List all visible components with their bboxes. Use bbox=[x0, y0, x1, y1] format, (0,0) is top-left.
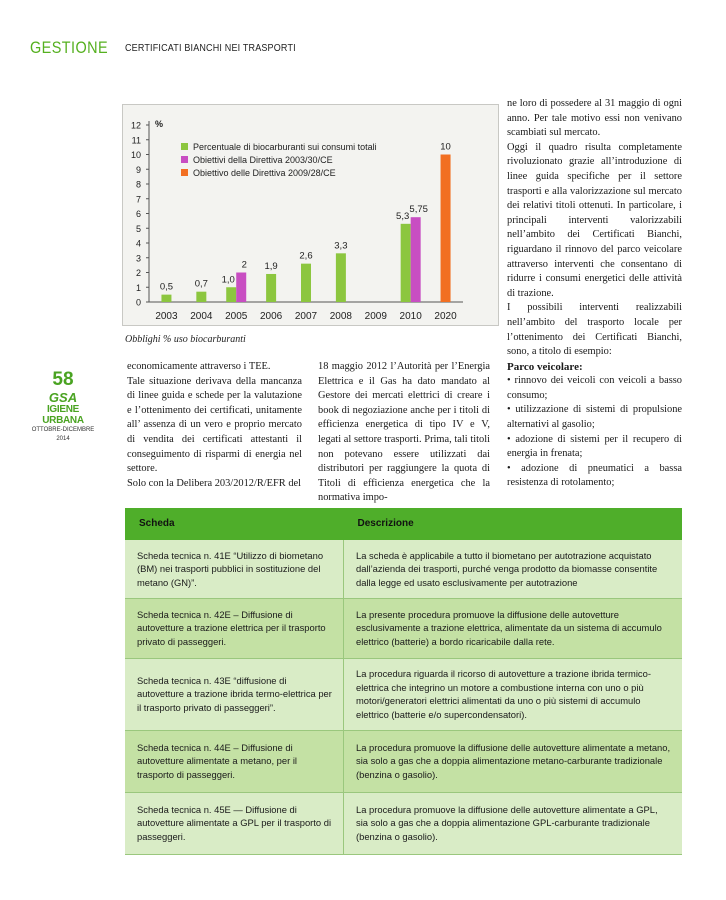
table-row bbox=[125, 792, 682, 854]
paragraph: Solo con la Delibera 203/2012/R/EFR del bbox=[127, 477, 302, 489]
schede-table bbox=[125, 508, 682, 855]
paragraph: Tale situazione derivava della mancanza di linee guida e schede per la valutazione e l’ottenimento dei certificati, unitamente all’ assenza di un vero e proprio mercato di vendita dei certificati attestanti il conseguimento di risparmi di energia nel settore. bbox=[127, 375, 302, 475]
bar-value-label: 10 bbox=[440, 141, 451, 153]
bar bbox=[236, 273, 246, 303]
article-running-title: CERTIFICATI BIANCHI NEI TRASPORTI bbox=[125, 43, 296, 54]
y-tick-label: 12 bbox=[130, 120, 141, 131]
section-title: GESTIONE bbox=[30, 38, 109, 57]
legend-swatch bbox=[181, 143, 188, 150]
list-item: • adozione di pneumatici a bassa resistenza di rotolamento; bbox=[507, 462, 682, 489]
issue-date: OTTOBRE-DICEMBRE 2014 bbox=[31, 427, 95, 442]
x-tick-label: 2008 bbox=[329, 311, 353, 322]
paragraph: ne loro di possedere al 31 maggio di ogni anno. Per tale motivo essi non venivano scambiati sul mercato. bbox=[507, 98, 682, 139]
x-tick-label: 2007 bbox=[294, 311, 318, 322]
table-cell-scheda: Scheda tecnica n. 43E “diffusione di autovetture a trazione ibrida termo-elettrica per il trasporto privato di passeggeri”. bbox=[125, 658, 344, 730]
x-tick-label: 2009 bbox=[364, 311, 387, 322]
bar-value-label: 5,3 bbox=[396, 210, 410, 222]
bar-value-label: 5,75 bbox=[409, 204, 428, 216]
paragraph: Oggi il quadro risulta completamente rivoluzionato grazie all’introduzione di linee guida specifiche per il settore trasporti e alla valorizzazione sul mercato dei relativi titoli ottenuti. In particolare, i principali interventi valorizzabili nell’ambito dei Certificati Bianchi, riguardano il rinnovo del parco veicolare attraverso interventi che consentano di ridurre i consumi energetici delle attività di trazione. bbox=[507, 141, 682, 299]
table-row bbox=[125, 540, 682, 598]
bar bbox=[301, 264, 311, 302]
text-column-3 bbox=[507, 97, 682, 491]
bar-value-label: 1,9 bbox=[264, 260, 278, 272]
y-tick-label: 4 bbox=[135, 238, 141, 249]
chart-caption: Obblighi % uso biocarburanti bbox=[125, 334, 246, 345]
y-tick-label: 0 bbox=[135, 297, 141, 308]
y-tick-label: 9 bbox=[135, 164, 141, 175]
bar bbox=[401, 224, 411, 302]
paragraph: economicamente attraverso i TEE. bbox=[127, 361, 271, 372]
list-item: • utilizzazione di sistemi di propulsione alternativi al gasolio; bbox=[507, 404, 682, 431]
y-tick-label: 8 bbox=[135, 179, 141, 190]
table-cell-descrizione: La procedura riguarda il ricorso di autovetture a trazione ibrida termico-elettrica che integrino un motore a combustione interna con uno o più motori/generatori elettrici alimentati da uno o più sistemi di accumulo elettrico (batterie e/o supercondensatori). bbox=[344, 658, 683, 730]
list-item: • adozione di sistemi per il recupero di energia in frenata; bbox=[507, 433, 682, 460]
y-tick-label: 5 bbox=[135, 223, 141, 234]
table-header-row bbox=[125, 508, 682, 540]
table-cell-scheda: Scheda tecnica n. 44E – Diffusione di autovetture alimentate a metano, per il trasporto di passeggeri. bbox=[125, 730, 344, 792]
table-row bbox=[125, 730, 682, 792]
y-tick-label: 3 bbox=[135, 253, 141, 264]
magazine-subtitle: IGIENE URBANA bbox=[42, 404, 84, 426]
column-header-scheda: Scheda bbox=[125, 508, 344, 540]
y-tick-label: 7 bbox=[135, 194, 141, 205]
x-tick-label: 2020 bbox=[434, 311, 457, 322]
magazine-logo: GSA bbox=[48, 390, 78, 405]
table-cell-descrizione: La presente procedura promuove la diffusione delle autovetture esclusivamente a trazione elettrica, alimentate da un sistema di accumulo elettrico (batterie) a bordo ricaricabile dalla rete. bbox=[344, 598, 683, 658]
legend-swatch bbox=[181, 169, 188, 176]
y-axis-unit: % bbox=[155, 119, 164, 129]
table-cell-scheda: Scheda tecnica n. 45E — Diffusione di autovetture alimentate a GPL per il trasporto di passeggeri. bbox=[125, 792, 344, 854]
y-tick-label: 11 bbox=[131, 135, 141, 146]
bar-value-label: 0,7 bbox=[194, 278, 208, 290]
text-column-1 bbox=[127, 360, 302, 491]
table-cell-descrizione: La scheda è applicabile a tutto il biometano per autotrazione acquistato dall’azienda dei trasporti, purché venga prodotto da biomasse consentite dalla legge ed usato esclusivamente per autotrazione bbox=[344, 540, 683, 598]
bar bbox=[226, 287, 236, 302]
x-tick-label: 2004 bbox=[190, 311, 213, 322]
page-number: 58 bbox=[52, 369, 74, 390]
bar-value-label: 0,5 bbox=[159, 281, 174, 293]
table-cell-descrizione: La procedura promuove la diffusione delle autovetture alimentate a metano, sia solo a gas che a doppia alimentazione metano-carburante tradizionale (benzina o gasolio). bbox=[344, 730, 683, 792]
y-tick-label: 2 bbox=[135, 268, 141, 278]
y-tick-label: 10 bbox=[130, 150, 141, 160]
legend-label: Obiettivi della Direttiva 2003/30/CE bbox=[193, 155, 333, 165]
folio bbox=[28, 370, 98, 444]
biofuel-chart bbox=[122, 104, 499, 326]
bar-value-label: 3,3 bbox=[334, 240, 348, 252]
legend-label: Percentuale di biocarburanti sui consumi totali bbox=[193, 142, 377, 152]
paragraph: 18 maggio 2012 l’Autorità per l’Energia Elettrica e il Gas ha dato mandato al Gestore dei mercati elettrici di creare i book di negoziazione anche per i titoli di efficienza energetica di tipo IV e V, legati al settore trasporti. Prima, tali titoli non potevano essere utilizzati dai distributori per raggiungere la quota di Titoli di efficienza energetica che la normativa impo- bbox=[318, 361, 490, 504]
bar bbox=[336, 253, 346, 302]
bar bbox=[441, 155, 451, 303]
legend-swatch bbox=[181, 156, 188, 163]
bar bbox=[411, 217, 421, 302]
legend-label: Obiettivo delle Direttiva 2009/28/CE bbox=[193, 168, 336, 178]
bar bbox=[266, 274, 276, 302]
x-tick-label: 2003 bbox=[155, 311, 178, 322]
list-heading: Parco veicolare: bbox=[507, 360, 583, 373]
table-row bbox=[125, 658, 682, 730]
table-cell-scheda: Scheda tecnica n. 41E “Utilizzo di biometano (BM) nei trasporti pubblici in sostituzione del metano (GN)”. bbox=[125, 540, 344, 598]
x-tick-label: 2010 bbox=[399, 311, 422, 322]
bar bbox=[196, 292, 206, 302]
table-row bbox=[125, 598, 682, 658]
bar-value-label: 2 bbox=[241, 259, 247, 271]
column-header-descrizione: Descrizione bbox=[344, 508, 683, 540]
x-tick-label: 2005 bbox=[225, 311, 248, 322]
y-tick-label: 6 bbox=[135, 209, 141, 219]
bar-value-label: 2,6 bbox=[299, 250, 313, 262]
text-column-2 bbox=[318, 360, 490, 506]
x-tick-label: 2006 bbox=[259, 311, 283, 322]
paragraph: I possibili interventi realizzabili nell’ambito del trasporto locale per l’ottenimento dei Certificati Bianchi, sono, a titolo di esempio: bbox=[507, 302, 682, 358]
list-item: • rinnovo dei veicoli con veicoli a basso consumo; bbox=[507, 375, 682, 401]
chart-svg bbox=[123, 105, 498, 325]
y-tick-label: 1 bbox=[135, 282, 141, 293]
bar bbox=[161, 295, 171, 302]
table-cell-descrizione: La procedura promuove la diffusione delle autovetture alimentate a GPL, sia solo a gas che a doppia alimentazione GPL-carburante tradizionale (benzina o gasolio). bbox=[344, 792, 683, 854]
table-cell-scheda: Scheda tecnica n. 42E – Diffusione di autovetture a trazione elettrica per il trasporto privato di passeggeri. bbox=[125, 598, 344, 658]
bar-value-label: 1,0 bbox=[221, 274, 235, 286]
